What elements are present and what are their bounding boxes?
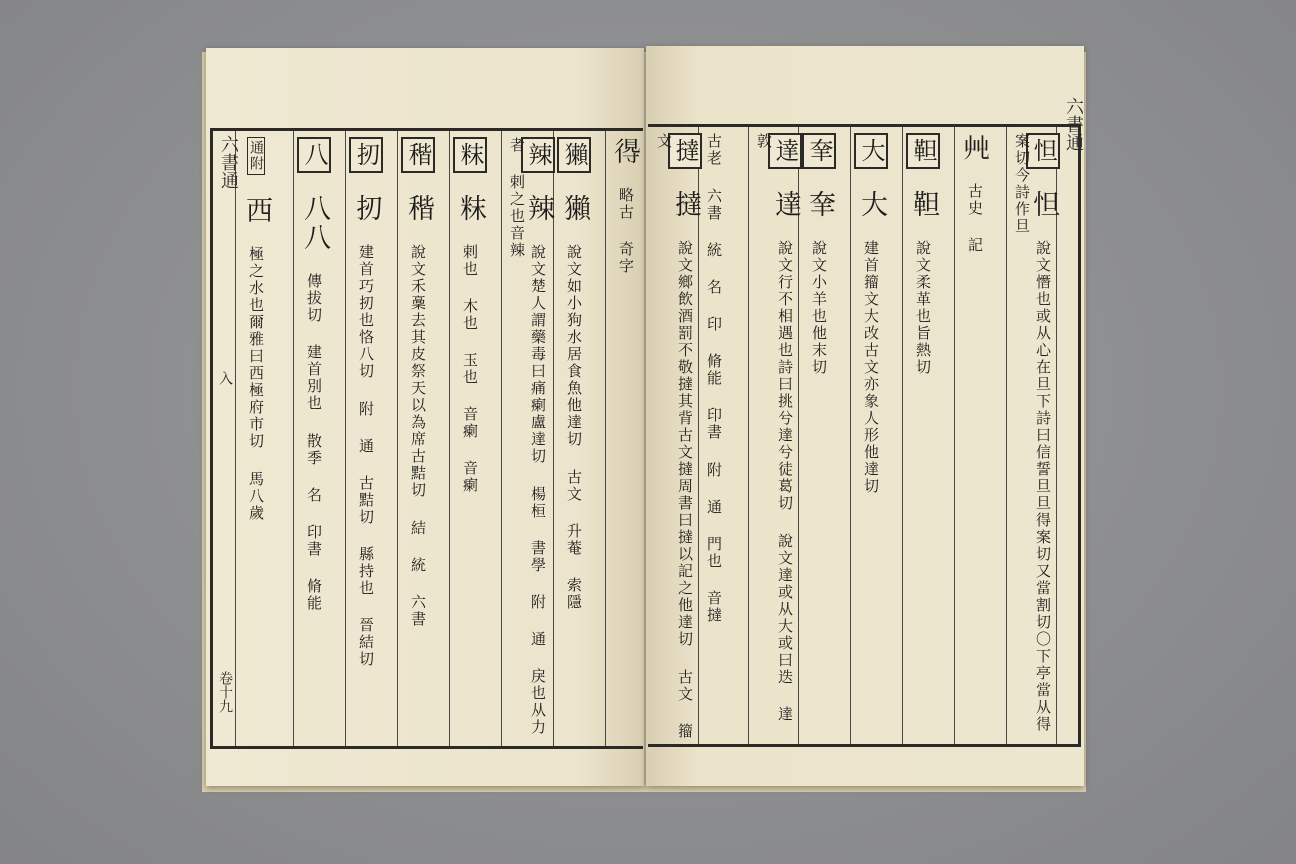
column-notes: 說文行不相遇也詩曰挑兮達兮徒葛切: [776, 240, 794, 512]
column-tail: 附 通 古黠切 縣持也 晉結切: [357, 401, 375, 668]
left-margin-lower: 入: [217, 371, 233, 385]
column-head: 古老: [705, 133, 723, 167]
column-notes: 略古 奇字: [617, 187, 635, 275]
right-margin-header: 六書通: [1063, 97, 1084, 151]
column-tail: 古文 升菴 索隱: [565, 469, 583, 611]
column-head: 粖: [453, 137, 487, 173]
column-tail: 散季 名 印書 脩能: [305, 433, 323, 612]
left-column-5: [457, 137, 484, 494]
left-folio: 卷十九: [217, 671, 233, 713]
column-tail: 結 統 六書: [409, 520, 427, 628]
left-column-4: [405, 137, 432, 628]
left-page-frame: [210, 128, 643, 749]
seal-character: 怛: [1028, 190, 1059, 219]
seal-character: 粖: [455, 194, 486, 223]
column-head: 靼: [906, 133, 940, 169]
column-head: 八: [297, 137, 331, 173]
right-column-8: [656, 133, 699, 744]
column-head: 大: [854, 133, 888, 169]
column-notes: 傳拔切 建首別也: [305, 273, 323, 412]
left-column-2: [301, 137, 328, 612]
seal-character: 辣: [523, 194, 554, 223]
column-head: 獺: [557, 137, 591, 173]
right-page-frame: [648, 97, 1084, 747]
column-notes: 建首籀文大改古文亦象人形他達切: [862, 240, 880, 495]
right-page: [646, 46, 1084, 786]
column-notes: 說文如小狗水居食魚他達切: [565, 244, 583, 448]
left-column-3: [353, 137, 380, 668]
column-notes: 六書 統 名 印 脩能 印書: [705, 188, 723, 441]
left-column-6: [509, 137, 552, 746]
column-head: 撻: [668, 133, 702, 169]
right-column-4: [858, 133, 885, 495]
seal-character: 𢔶: [611, 137, 642, 166]
seal-character: 靼: [908, 190, 939, 219]
left-column-8: [613, 137, 640, 275]
column-head: 羍: [802, 133, 836, 169]
seal-character: 獺: [559, 194, 590, 223]
right-column-6: [756, 133, 799, 744]
column-head: 辣: [521, 137, 555, 173]
seal-character: 達: [770, 190, 801, 219]
column-notes: 說文憯也或从心在旦下詩曰信誓旦旦得案切又當割切〇下亭當从得案切今詩作旦: [1013, 133, 1052, 733]
right-column-1: [1014, 133, 1057, 744]
left-column-7: [561, 137, 588, 611]
seal-character: 八八: [299, 194, 330, 252]
column-head: 通附: [247, 137, 265, 175]
column-notes: 古史 記: [966, 183, 984, 254]
column-tail: 說文達或从大或曰迭 達 敦: [755, 133, 794, 723]
column-notes: 建首巧扨也恪八切: [357, 244, 375, 380]
seal-character: 撻: [670, 190, 701, 219]
seal-character: 羍: [804, 190, 835, 219]
column-notes: 極之水也爾雅曰西極府市切: [247, 246, 265, 450]
seal-character: 大: [856, 190, 887, 219]
column-head: 稭: [401, 137, 435, 173]
seal-character: 西: [241, 196, 272, 225]
left-page: [206, 48, 644, 786]
column-notes: 剌也 木也 玉也 音瘌 音瘌: [461, 244, 479, 494]
column-notes: 說文小羊也他末切: [810, 240, 828, 376]
seal-character: 扨: [351, 194, 382, 223]
column-tail: 古文 籀文: [655, 133, 694, 740]
column-notes: 說文鄉飲酒罰不敬撻其背古文撻周書曰撻以記之他達切: [676, 240, 694, 648]
left-column-1: [243, 137, 270, 522]
column-head: 怛: [1026, 133, 1060, 169]
column-head: 達: [768, 133, 802, 169]
right-column-3: [910, 133, 937, 376]
seal-character: 稭: [403, 194, 434, 223]
column-tail: 附 通 門也 音撻: [705, 462, 723, 624]
right-column-5: [806, 133, 833, 376]
column-head: 扨: [349, 137, 383, 173]
column-tail: 楊桓 書學 附 通 戾也从力者 剌之也音辣: [508, 137, 547, 736]
column-notes: 說文楚人謂藥毒曰痛瘌盧達切: [529, 244, 547, 465]
right-column-7: [706, 133, 722, 624]
right-column-2: [962, 133, 989, 254]
column-notes: 說文柔革也旨熱切: [914, 240, 932, 376]
left-margin-header: 六書通: [218, 135, 239, 189]
seal-character: 𡴂: [960, 133, 991, 162]
column-tail: 馬八歲: [247, 471, 265, 522]
column-notes: 說文禾稾去其皮祭天以為席古黠切: [409, 244, 427, 499]
